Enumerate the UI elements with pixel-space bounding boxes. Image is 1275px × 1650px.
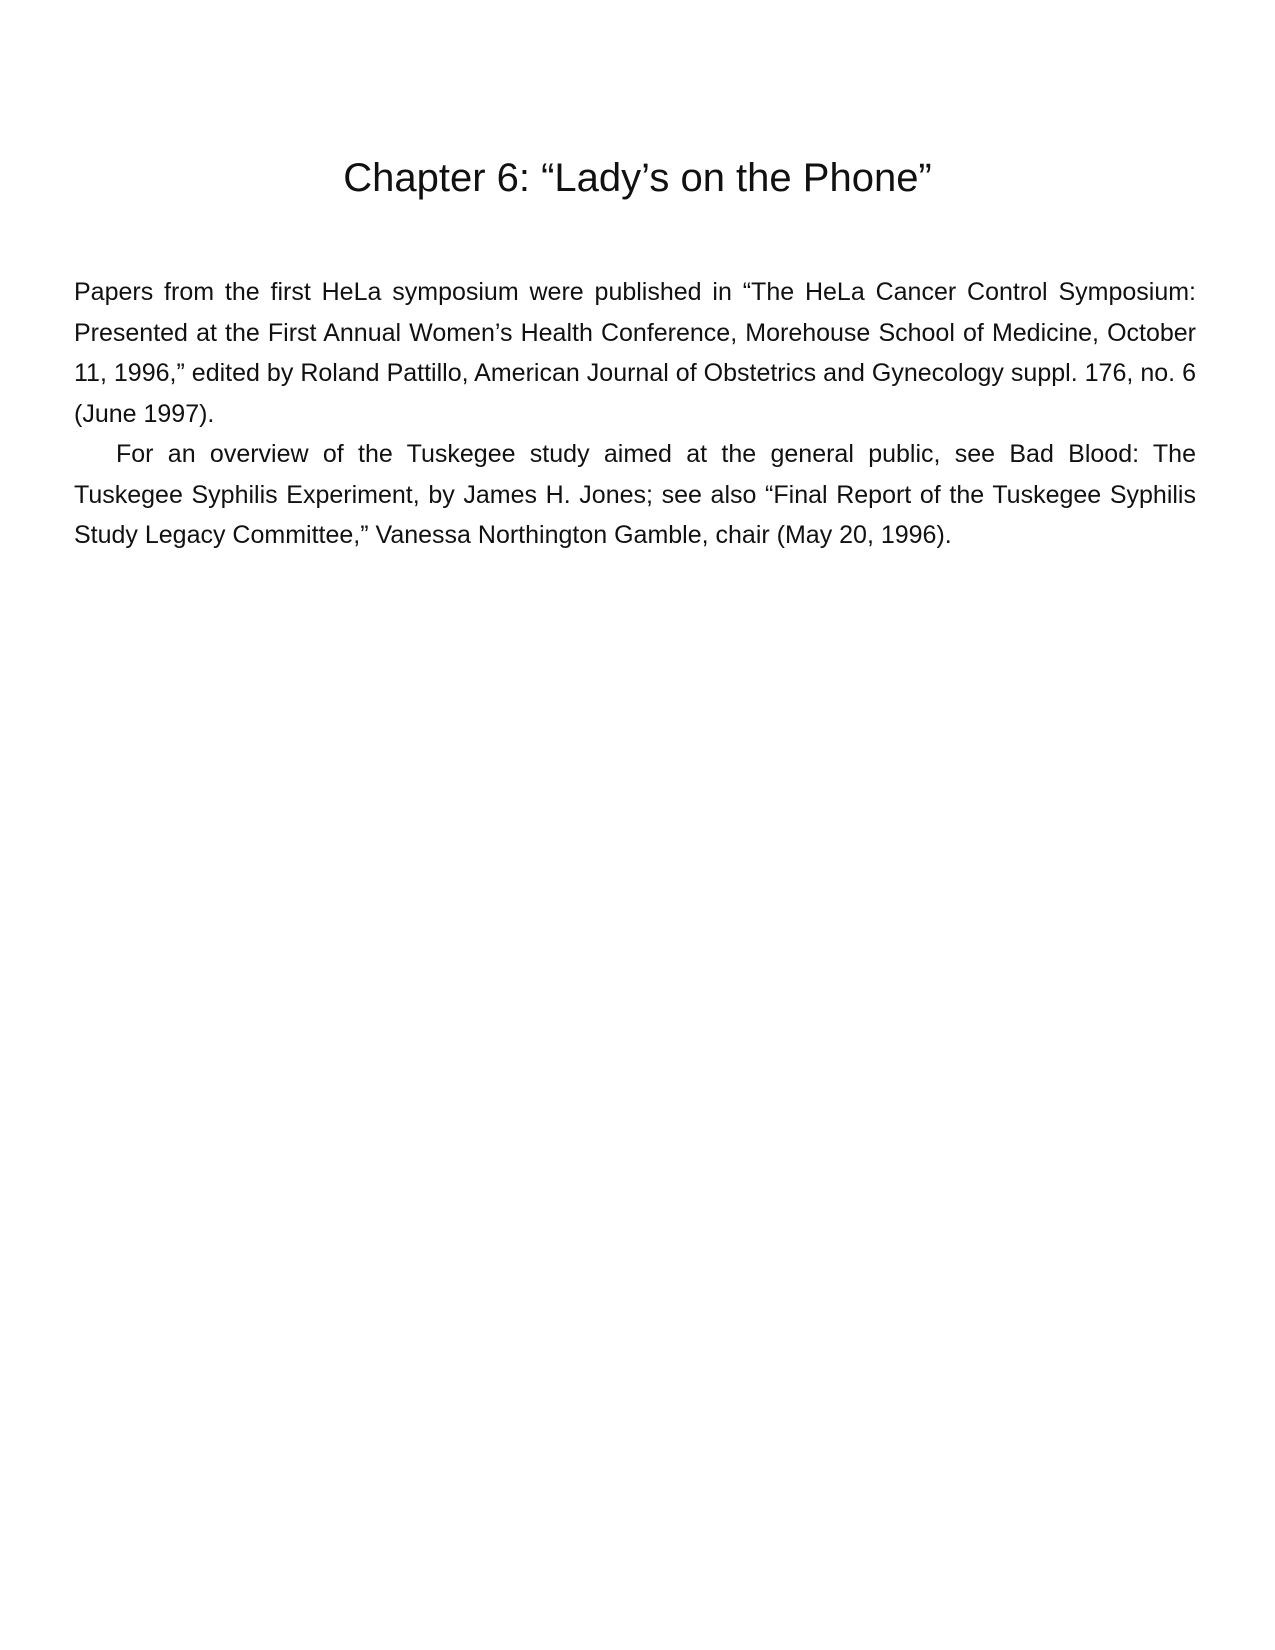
paragraph-hela-symposium: Papers from the first HeLa symposium were published in “The HeLa Cancer Control Symposium: Presented at the First Annual Women’s Health Conference, Morehouse School of Medicine, October 11, 1996,” edited by Roland Pattillo, American Journal of Obstetrics and Gynecology suppl. 176, no. 6 (June 1997). [74,278,1196,428]
chapter-title: Chapter 6: “Lady’s on the Phone” [343,156,932,200]
notes-body [74,272,1196,556]
paragraph-tuskegee-study: For an overview of the Tuskegee study aimed at the general public, see Bad Blood: The Tuskegee Syphilis Experiment, by James H. Jones; see also “Final Report of the Tuskegee Syphilis Study Legacy Committee,” Vanessa Northington Gamble, chair (May 20, 1996). [74,440,1196,549]
